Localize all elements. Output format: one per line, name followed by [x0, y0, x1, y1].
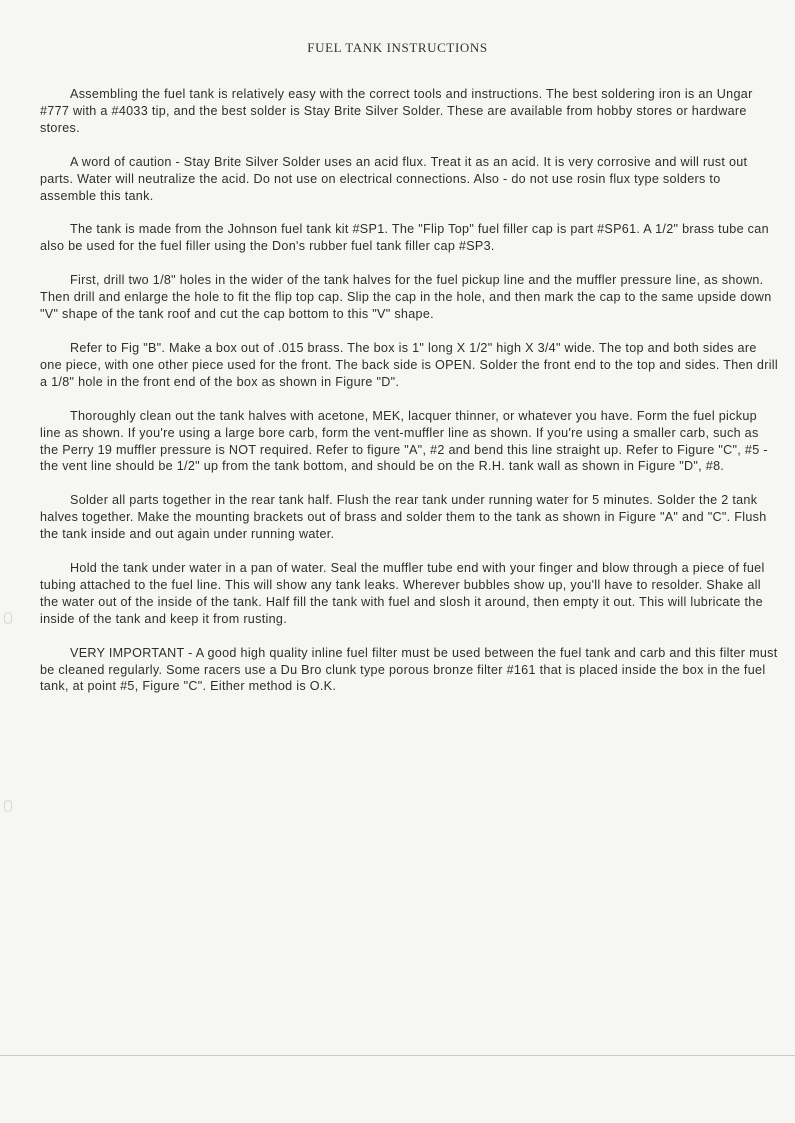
instructions-body — [40, 86, 780, 712]
paragraph-cleaning: Thoroughly clean out the tank halves with acetone, MEK, lacquer thinner, or whatever you have. Form the fuel pickup line as shown. If you're using a large bore carb, form the vent-muffler line as shown. If you're using a smaller carb, such as the Perry 19 muffler pressure is NOT required. Refer to figure "A", #2 and bend this line straight up. Refer to Figure "C", #5 - the vent line should be 1/2" up from the tank bottom, and should be on the R.H. tank wall as shown in Figure "D", #8. — [40, 408, 768, 474]
paragraph-kit: The tank is made from the Johnson fuel tank kit #SP1. The "Flip Top" fuel filler cap is part #SP61. A 1/2" brass tube can also be used for the fuel filler using the Don's rubber fuel tank filler cap #SP3. — [40, 222, 769, 254]
paragraph-soldering: Solder all parts together in the rear tank half. Flush the rear tank under running water for 5 minutes. Solder the 2 tank halves together. Make the mounting brackets out of brass and solder them to the tank as shown in Figure "A" and "C". Flush the tank inside and out again under running water. — [40, 493, 767, 542]
paragraph-drilling: First, drill two 1/8" holes in the wider of the tank halves for the fuel pickup line and the muffler pressure line, as shown. Then drill and enlarge the hole to fit the flip top cap. Slip the cap in the hole, and then mark the cap to the same upside down "V" shape of the tank roof and cut the cap bottom to this "V" shape. — [40, 273, 772, 322]
paragraph-caution: A word of caution - Stay Brite Silver Solder uses an acid flux. Treat it as an acid. It is very corrosive and will rust out parts. Water will neutralize the acid. Do not use on electrical connections. Also - do not use rosin flux type solders to assemble this tank. — [40, 154, 748, 203]
paragraph-filter: VERY IMPORTANT - A good high quality inline fuel filter must be used between the fuel tank and carb and this filter must be cleaned regularly. Some racers use a Du Bro clunk type porous bronze filter #161 that is placed inside the box in the fuel tank, at point #5, Figure "C". Either method is O.K. — [40, 645, 778, 694]
scan-edge-mark — [4, 612, 12, 624]
paragraph-tools: Assembling the fuel tank is relatively easy with the correct tools and instructions. The best soldering iron is an Ungar #777 with a #4033 tip, and the best solder is Stay Brite Silver Solder. These are available from hobby stores or hardware stores. — [40, 87, 753, 135]
paragraph-box: Refer to Fig "B". Make a box out of .015 brass. The box is 1" long X 1/2" high X 3/4" wide. The top and both sides are one piece, with one other piece used for the front. The back side is OPEN. Solder the front end to the top and sides. Then drill a 1/8" hole in the front end of the box as shown in Figure "D". — [40, 340, 779, 389]
scan-edge-mark — [4, 800, 12, 812]
paragraph-leak-test: Hold the tank under water in a pan of water. Seal the muffler tube end with your finger and blow through a piece of fuel tubing attached to the fuel line. This will show any tank leaks. Wherever bubbles show up, you'll have to resolder. Shake all the water out of the inside of the tank. Half fill the tank with fuel and slosh it around, then empty it out. This will lubricate the inside of the tank and keep it from rusting. — [40, 561, 765, 626]
document-title: FUEL TANK INSTRUCTIONS — [307, 40, 488, 55]
page-bottom-rule — [0, 1055, 795, 1056]
